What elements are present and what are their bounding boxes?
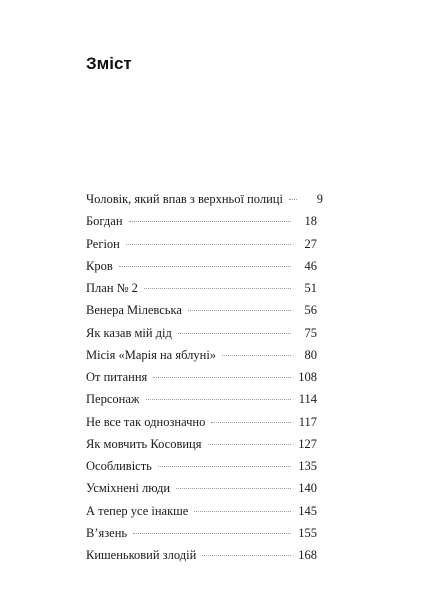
toc-entry[interactable] xyxy=(86,322,317,344)
toc-entry-title: А тепер усе інакше xyxy=(86,503,189,518)
toc-entry[interactable] xyxy=(86,544,317,566)
dot-leader xyxy=(208,444,292,445)
toc-entry-page: 140 xyxy=(298,481,317,496)
dot-leader xyxy=(119,266,291,267)
dot-leader xyxy=(188,310,291,311)
toc-entry[interactable] xyxy=(86,344,317,366)
toc-entry-page: 75 xyxy=(304,325,317,340)
toc-entry[interactable] xyxy=(86,210,317,232)
toc-entry-title: Як мовчить Косовиця xyxy=(86,436,202,451)
toc-entry-title: Усміхнені люди xyxy=(86,481,171,496)
dot-leader xyxy=(144,288,291,289)
toc-entry-title: Особливість xyxy=(86,459,152,473)
toc-entry-page: 9 xyxy=(316,192,323,206)
toc-entry-title: Як казав мій дід xyxy=(86,325,172,340)
toc-entry-page: 145 xyxy=(298,503,317,518)
toc-entry-page: 18 xyxy=(304,214,317,229)
toc-entry[interactable] xyxy=(86,500,317,522)
toc-entry[interactable] xyxy=(86,433,317,455)
dot-leader xyxy=(176,488,291,489)
dot-leader xyxy=(289,199,297,200)
toc-entry[interactable] xyxy=(86,411,317,433)
dot-leader xyxy=(211,422,291,423)
toc-entry-title: От питання xyxy=(86,370,148,384)
dot-leader xyxy=(133,533,291,534)
toc-entry[interactable] xyxy=(86,477,317,499)
toc-entry-page: 127 xyxy=(298,436,317,451)
dot-leader xyxy=(153,377,291,378)
dot-leader xyxy=(194,511,291,512)
toc-entry[interactable] xyxy=(86,388,317,410)
toc-entry-title: В’язень xyxy=(86,525,128,540)
toc-entry[interactable] xyxy=(86,233,317,255)
toc-entry-title: План № 2 xyxy=(86,281,138,295)
toc-entry-page: 108 xyxy=(298,370,317,384)
toc-entry-title: Персонаж xyxy=(86,392,140,407)
dot-leader xyxy=(146,399,292,400)
dot-leader xyxy=(129,221,291,222)
dot-leader xyxy=(158,466,291,467)
toc-entry[interactable] xyxy=(86,299,317,321)
dot-leader xyxy=(222,355,291,356)
toc-entry-title: Кров xyxy=(86,258,113,273)
toc-entry-title: Венера Мілевська xyxy=(86,303,182,318)
dot-leader xyxy=(178,333,291,334)
toc-entry-title: Кишеньковий злодій xyxy=(86,548,197,562)
toc-entry-page: 80 xyxy=(304,347,317,362)
toc-entry-title: Місія «Марія на яблуні» xyxy=(86,347,217,362)
toc-entry-page: 135 xyxy=(298,459,317,473)
toc-entry-title: Не все так однозначно xyxy=(86,414,206,429)
toc-entry-title: Богдан xyxy=(86,214,123,229)
toc-entry-title: Чоловік, який впав з верхньої полиці xyxy=(86,192,283,206)
toc-entry[interactable] xyxy=(86,522,317,544)
dot-leader xyxy=(202,555,291,556)
table-of-contents xyxy=(86,188,323,566)
toc-entry[interactable] xyxy=(86,255,317,277)
toc-entry[interactable] xyxy=(86,455,317,477)
toc-entry-page: 168 xyxy=(298,548,317,562)
toc-entry[interactable] xyxy=(86,277,317,299)
toc-entry-page: 117 xyxy=(298,414,317,429)
page-title: Зміст xyxy=(86,54,132,73)
dot-leader xyxy=(126,244,291,245)
toc-entry-page: 155 xyxy=(298,525,317,540)
toc-entry-page: 46 xyxy=(304,258,317,273)
toc-entry-page: 56 xyxy=(304,303,317,318)
toc-entry-page: 114 xyxy=(298,392,317,407)
toc-entry-page: 51 xyxy=(304,281,317,295)
toc-entry[interactable] xyxy=(86,366,317,388)
toc-entry-title: Регіон xyxy=(86,236,120,251)
toc-entry[interactable] xyxy=(86,188,323,210)
toc-entry-page: 27 xyxy=(304,236,317,251)
